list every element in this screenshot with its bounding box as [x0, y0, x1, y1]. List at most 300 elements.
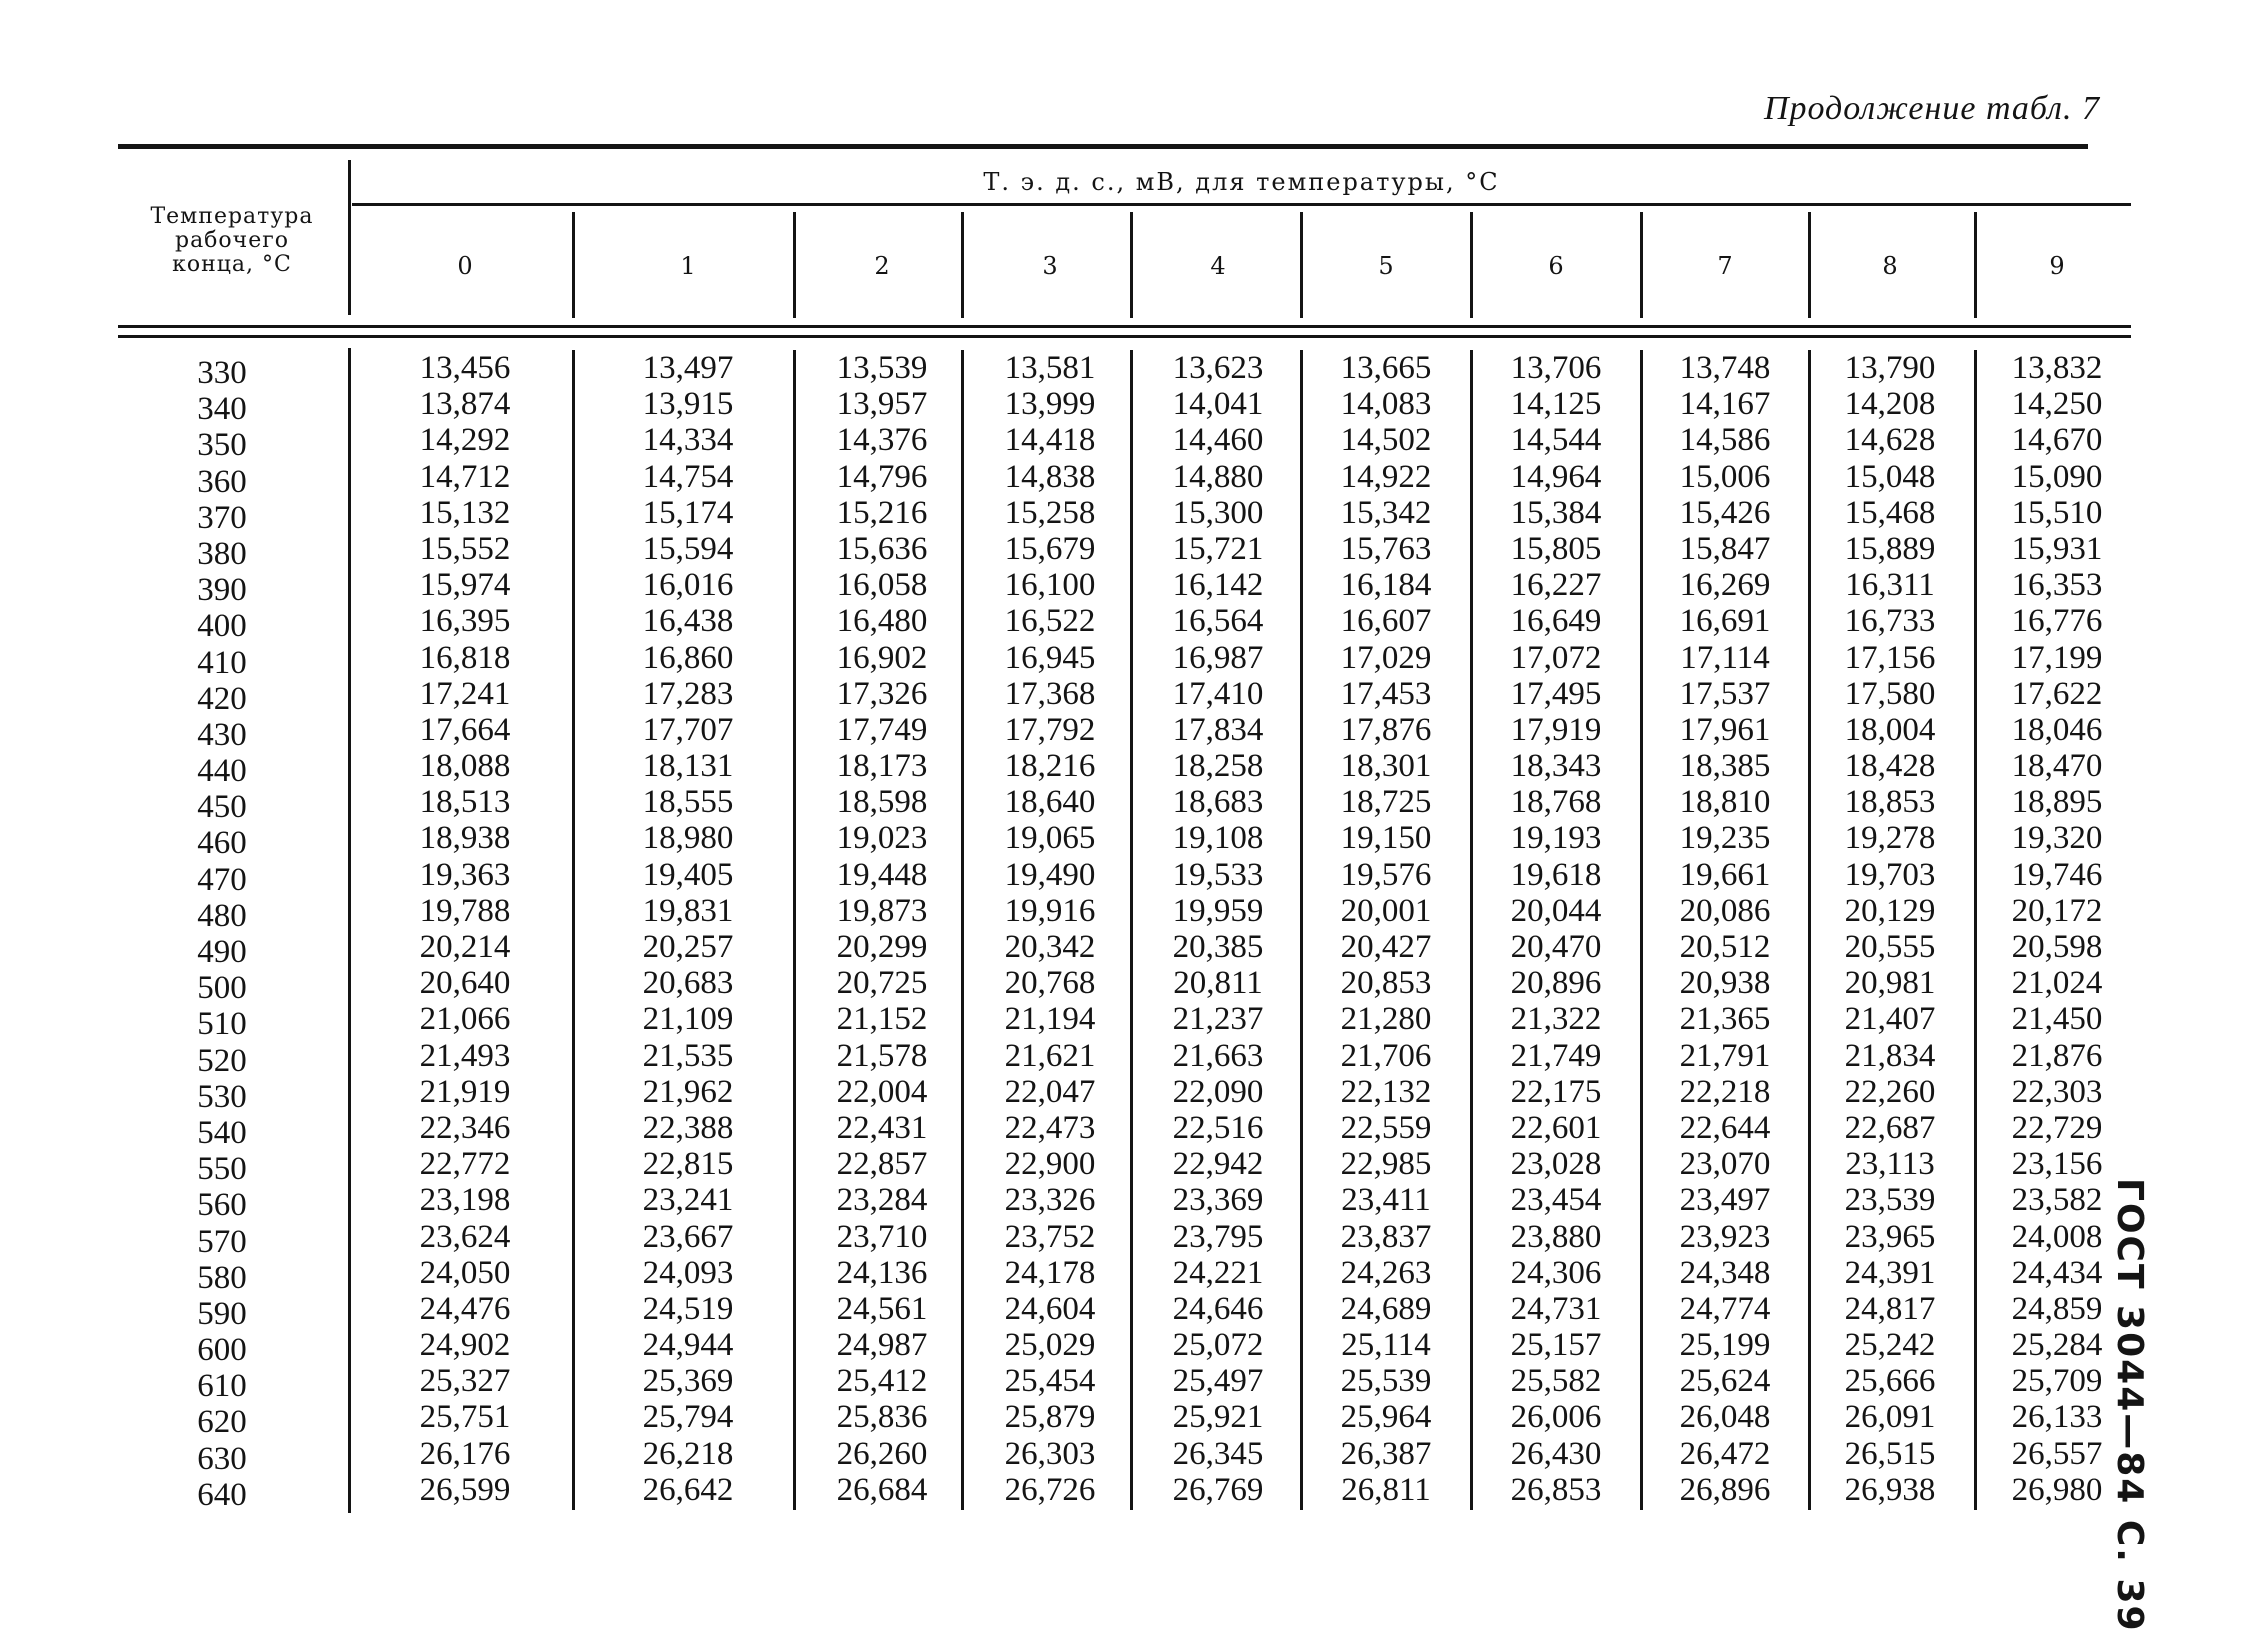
table-cell: 23,539: [1844, 1182, 1936, 1219]
table-cell: 20,385: [1172, 929, 1264, 965]
column-divider: [793, 350, 796, 1510]
column-header: 2: [874, 252, 890, 280]
table-cell: 15,174: [642, 494, 734, 531]
table-cell: 26,599: [419, 1471, 511, 1508]
table-cell: 19,746: [2011, 856, 2103, 893]
table-cell: 18,683: [1172, 784, 1264, 821]
header-separator-line: [118, 335, 2131, 338]
table-cell: 22,815: [642, 1146, 734, 1183]
table-cell: 24,646: [1172, 1290, 1264, 1327]
table-cell: 20,725: [836, 965, 928, 1002]
table-cell: 17,664: [419, 711, 511, 748]
table-cell: 21,493: [419, 1037, 511, 1074]
table-cell: 19,618: [1510, 856, 1602, 893]
table-cell: 20,342: [1004, 929, 1096, 965]
table-cell: 23,880: [1510, 1218, 1602, 1255]
table-cell: 26,557: [2011, 1435, 2103, 1472]
table-cell: 25,412: [836, 1363, 928, 1400]
table-cell: 19,278: [1844, 820, 1936, 857]
table-cell: 24,731: [1510, 1290, 1602, 1327]
table-cell: 19,661: [1679, 856, 1771, 893]
table-cell: 22,175: [1510, 1073, 1602, 1110]
temperature-cell: 620: [197, 1404, 247, 1441]
column-header: 3: [1042, 252, 1058, 280]
table-cell: 17,876: [1340, 711, 1432, 748]
column-header: 7: [1717, 252, 1733, 280]
column-header: 4: [1210, 252, 1226, 280]
table-cell: 17,453: [1340, 675, 1432, 712]
emf-column: [1316, 350, 1456, 1508]
temperature-cell: 530: [197, 1078, 247, 1115]
table-cell: 22,346: [419, 1109, 511, 1146]
table-cell: 20,129: [1844, 892, 1936, 929]
table-cell: 15,426: [1679, 494, 1771, 531]
table-cell: 23,965: [1844, 1218, 1936, 1255]
column-header: 9: [2049, 252, 2065, 280]
table-cell: 14,041: [1172, 386, 1264, 423]
table-cell: 18,598: [836, 784, 928, 821]
table-cell: 17,622: [2011, 675, 2103, 712]
table-cell: 14,418: [1004, 422, 1096, 459]
table-cell: 14,376: [836, 422, 928, 459]
table-cell: 16,184: [1340, 567, 1432, 604]
table-cell: 25,199: [1679, 1327, 1771, 1364]
temperature-cell: 540: [197, 1114, 247, 1151]
table-cell: 21,450: [2011, 1001, 2103, 1038]
table-cell: 15,048: [1844, 458, 1936, 495]
table-cell: 25,582: [1510, 1363, 1602, 1400]
temperature-cell: 400: [197, 608, 247, 645]
table-cell: 26,218: [642, 1435, 734, 1472]
column-divider: [961, 212, 964, 318]
temperature-cell: 580: [197, 1259, 247, 1296]
temperature-cell: 380: [197, 535, 247, 572]
table-cell: 17,495: [1510, 675, 1602, 712]
table-cell: 23,156: [2011, 1146, 2103, 1183]
table-cell: 20,427: [1340, 929, 1432, 965]
temperature-cell: 570: [197, 1223, 247, 1260]
table-cell: 22,260: [1844, 1073, 1936, 1110]
temperature-cell: 440: [197, 753, 247, 790]
table-cell: 20,981: [1844, 965, 1936, 1002]
stub-header-line: рабочего: [174, 228, 290, 253]
table-cell: 13,623: [1172, 350, 1264, 386]
table-cell: 19,023: [836, 820, 928, 857]
emf-column: [812, 350, 952, 1508]
table-cell: 24,093: [642, 1254, 734, 1291]
table-cell: 21,919: [419, 1073, 511, 1110]
table-cell: 20,470: [1510, 929, 1602, 965]
table-cell: 21,791: [1679, 1037, 1771, 1074]
table-cell: 23,667: [642, 1218, 734, 1255]
table-cell: 22,644: [1679, 1109, 1771, 1146]
table-cell: 23,624: [419, 1218, 511, 1255]
table-cell: 14,628: [1844, 422, 1936, 459]
column-divider: [1640, 212, 1643, 318]
table-cell: 22,942: [1172, 1146, 1264, 1183]
table-cell: 24,050: [419, 1254, 511, 1291]
table-cell: 18,895: [2011, 784, 2103, 821]
emf-column: [980, 350, 1120, 1508]
table-cell: 13,999: [1004, 386, 1096, 423]
table-cell: 25,369: [642, 1363, 734, 1400]
table-cell: 17,156: [1844, 639, 1936, 676]
table-cell: 25,072: [1172, 1327, 1264, 1364]
table-cell: 24,519: [642, 1290, 734, 1327]
table-cell: 17,072: [1510, 639, 1602, 676]
table-cell: 25,666: [1844, 1363, 1936, 1400]
table-cell: 21,749: [1510, 1037, 1602, 1074]
temperature-cell: 360: [197, 463, 247, 500]
table-cell: 15,679: [1004, 530, 1096, 567]
table-cell: 18,640: [1004, 784, 1096, 821]
table-cell: 16,902: [836, 639, 928, 676]
table-cell: 14,544: [1510, 422, 1602, 459]
table-cell: 15,510: [2011, 494, 2103, 531]
table-cell: 22,047: [1004, 1073, 1096, 1110]
table-cell: 16,522: [1004, 603, 1096, 640]
table-cell: 20,512: [1679, 929, 1771, 965]
table-cell: 14,125: [1510, 386, 1602, 423]
table-cell: 23,070: [1679, 1146, 1771, 1183]
table-cell: 15,636: [836, 530, 928, 567]
table-cell: 20,938: [1679, 965, 1771, 1002]
table-continuation-caption: Продолжение табл. 7: [1763, 90, 2100, 127]
table-cell: 19,959: [1172, 892, 1264, 929]
table-cell: 16,564: [1172, 603, 1264, 640]
table-cell: 15,552: [419, 530, 511, 567]
table-cell: 26,642: [642, 1471, 734, 1508]
table-cell: 22,857: [836, 1146, 928, 1183]
table-cell: 15,300: [1172, 494, 1264, 531]
table-cell: 22,601: [1510, 1109, 1602, 1146]
column-header: 5: [1378, 252, 1394, 280]
temperature-cell: 470: [197, 861, 247, 898]
stub-column-divider: [348, 160, 351, 315]
table-cell: 19,235: [1679, 820, 1771, 857]
table-cell: 15,132: [419, 494, 511, 531]
table-cell: 18,513: [419, 784, 511, 821]
table-cell: 20,044: [1510, 892, 1602, 929]
table-cell: 24,987: [836, 1327, 928, 1364]
table-cell: 21,621: [1004, 1037, 1096, 1074]
table-cell: 16,691: [1679, 603, 1771, 640]
table-cell: 22,687: [1844, 1109, 1936, 1146]
table-cell: 20,257: [642, 929, 734, 965]
emf-column: [1486, 350, 1626, 1508]
table-cell: 18,258: [1172, 748, 1264, 785]
temperature-cell: 510: [197, 1006, 247, 1043]
table-cell: 25,624: [1679, 1363, 1771, 1400]
temperature-cell: 430: [197, 716, 247, 753]
table-cell: 24,136: [836, 1254, 928, 1291]
table-cell: 20,555: [1844, 929, 1936, 965]
header-separator-line: [118, 325, 2131, 328]
table-cell: 19,065: [1004, 820, 1096, 857]
table-cell: 23,411: [1341, 1182, 1431, 1219]
table-cell: 23,113: [1845, 1146, 1935, 1183]
table-cell: 24,391: [1844, 1254, 1936, 1291]
table-cell: 18,768: [1510, 784, 1602, 821]
table-cell: 17,326: [836, 675, 928, 712]
table-cell: 18,938: [419, 820, 511, 857]
table-cell: 19,150: [1340, 820, 1432, 857]
temperature-cell: 410: [197, 644, 247, 681]
table-cell: 14,208: [1844, 386, 1936, 423]
table-cell: 20,598: [2011, 929, 2103, 965]
header-sub-rule: [352, 203, 2131, 206]
table-cell: 13,832: [2011, 350, 2103, 386]
table-cell: 16,733: [1844, 603, 1936, 640]
table-cell: 16,227: [1510, 567, 1602, 604]
table-cell: 18,725: [1340, 784, 1432, 821]
table-cell: 18,301: [1340, 748, 1432, 785]
emf-column: [1655, 350, 1795, 1508]
table-cell: 17,283: [642, 675, 734, 712]
table-cell: 21,322: [1510, 1001, 1602, 1038]
column-header: 0: [457, 252, 473, 280]
table-cell: 19,448: [836, 856, 928, 893]
table-cell: 17,707: [642, 711, 734, 748]
table-cell: 16,945: [1004, 639, 1096, 676]
table-cell: 22,090: [1172, 1073, 1264, 1110]
column-divider: [1640, 350, 1643, 1510]
temperature-cell: 590: [197, 1295, 247, 1332]
table-cell: 19,576: [1340, 856, 1432, 893]
table-cell: 25,114: [1341, 1327, 1431, 1364]
table-cell: 15,931: [2011, 530, 2103, 567]
table-cell: 21,194: [1004, 1001, 1096, 1038]
table-cell: 16,818: [419, 639, 511, 676]
table-cell: 24,476: [419, 1290, 511, 1327]
temperature-cell: 350: [197, 427, 247, 464]
table-cell: 23,837: [1340, 1218, 1432, 1255]
table-cell: 15,468: [1844, 494, 1936, 531]
column-divider: [572, 350, 575, 1510]
table-cell: 24,859: [2011, 1290, 2103, 1327]
table-cell: 19,873: [836, 892, 928, 929]
table-cell: 19,363: [419, 856, 511, 893]
column-header: 8: [1882, 252, 1898, 280]
table-cell: 17,410: [1172, 675, 1264, 712]
temperature-cell: 480: [197, 897, 247, 934]
table-cell: 18,004: [1844, 711, 1936, 748]
table-cell: 15,805: [1510, 530, 1602, 567]
table-cell: 19,831: [642, 892, 734, 929]
table-cell: 22,303: [2011, 1073, 2103, 1110]
table-cell: 13,539: [836, 350, 928, 386]
column-divider: [1808, 350, 1811, 1510]
table-cell: 20,086: [1679, 892, 1771, 929]
table-cell: 16,016: [642, 567, 734, 604]
temperature-cell: 500: [197, 970, 247, 1007]
table-cell: 23,710: [836, 1218, 928, 1255]
table-cell: 17,537: [1679, 675, 1771, 712]
table-cell: 17,199: [2011, 639, 2103, 676]
table-cell: 15,384: [1510, 494, 1602, 531]
table-cell: 23,369: [1172, 1182, 1264, 1219]
page-side-mark: ГОСТ 3044—84 С. 39: [2109, 1178, 2150, 1633]
temperature-cell: 630: [197, 1440, 247, 1477]
table-cell: 19,533: [1172, 856, 1264, 893]
table-cell: 18,131: [642, 748, 734, 785]
column-divider: [961, 350, 964, 1510]
table-cell: 24,561: [836, 1290, 928, 1327]
table-cell: 20,640: [419, 965, 511, 1002]
table-cell: 23,454: [1510, 1182, 1602, 1219]
table-cell: 26,048: [1679, 1399, 1771, 1436]
table-cell: 23,241: [642, 1182, 734, 1219]
table-cell: 24,263: [1340, 1254, 1432, 1291]
table-cell: 25,921: [1172, 1399, 1264, 1436]
temperature-cell: 640: [197, 1476, 247, 1513]
stub-column-divider: [348, 348, 351, 1513]
table-cell: 20,683: [642, 965, 734, 1002]
table-cell: 22,900: [1004, 1146, 1096, 1183]
table-cell: 26,980: [2011, 1471, 2103, 1508]
table-cell: 26,133: [2011, 1399, 2103, 1436]
table-cell: 24,221: [1172, 1254, 1264, 1291]
table-cell: 15,974: [419, 567, 511, 604]
temperature-cell: 520: [197, 1042, 247, 1079]
table-cell: 15,216: [836, 494, 928, 531]
table-cell: 13,748: [1679, 350, 1771, 386]
table-cell: 13,874: [419, 386, 511, 423]
table-cell: 14,250: [2011, 386, 2103, 423]
table-cell: 22,559: [1340, 1109, 1432, 1146]
table-cell: 21,876: [2011, 1037, 2103, 1074]
table-cell: 13,706: [1510, 350, 1602, 386]
table-cell: 21,024: [2011, 965, 2103, 1002]
table-cell: 16,607: [1340, 603, 1432, 640]
table-cell: 22,516: [1172, 1109, 1264, 1146]
table-cell: 26,345: [1172, 1435, 1264, 1472]
table-cell: 16,438: [642, 603, 734, 640]
table-cell: 14,586: [1679, 422, 1771, 459]
table-cell: 23,795: [1172, 1218, 1264, 1255]
table-cell: 14,334: [642, 422, 734, 459]
table-cell: 22,772: [419, 1146, 511, 1183]
top-rule: [118, 144, 2088, 149]
table-cell: 22,985: [1340, 1146, 1432, 1183]
table-cell: 15,721: [1172, 530, 1264, 567]
table-cell: 14,502: [1340, 422, 1432, 459]
table-cell: 20,214: [419, 929, 511, 965]
table-cell: 21,365: [1679, 1001, 1771, 1038]
table-cell: 25,539: [1340, 1363, 1432, 1400]
table-cell: 25,879: [1004, 1399, 1096, 1436]
table-cell: 24,306: [1510, 1254, 1602, 1291]
table-cell: 26,853: [1510, 1471, 1602, 1508]
table-cell: 14,083: [1340, 386, 1432, 423]
table-cell: 15,090: [2011, 458, 2103, 495]
table-cell: 22,473: [1004, 1109, 1096, 1146]
table-cell: 13,456: [419, 350, 511, 386]
table-cell: 21,237: [1172, 1001, 1264, 1038]
column-divider: [1130, 212, 1133, 318]
table-cell: 22,729: [2011, 1109, 2103, 1146]
table-cell: 15,342: [1340, 494, 1432, 531]
table-cell: 26,260: [836, 1435, 928, 1472]
table-cell: 18,216: [1004, 748, 1096, 785]
table-cell: 25,327: [419, 1363, 511, 1400]
emf-column: [1820, 350, 1960, 1508]
column-divider: [1974, 350, 1977, 1510]
table-cell: 20,768: [1004, 965, 1096, 1002]
table-cell: 20,853: [1340, 965, 1432, 1002]
table-cell: 24,902: [419, 1327, 511, 1364]
temperature-column: [182, 355, 262, 1513]
table-cell: 19,703: [1844, 856, 1936, 893]
column-divider: [1470, 212, 1473, 318]
table-cell: 17,792: [1004, 711, 1096, 748]
table-cell: 19,320: [2011, 820, 2103, 857]
table-cell: 17,368: [1004, 675, 1096, 712]
table-cell: 22,218: [1679, 1073, 1771, 1110]
table-cell: 18,810: [1679, 784, 1771, 821]
table-cell: 21,962: [642, 1073, 734, 1110]
table-cell: 24,434: [2011, 1254, 2103, 1291]
table-cell: 25,454: [1004, 1363, 1096, 1400]
table-cell: 24,689: [1340, 1290, 1432, 1327]
table-cell: 25,497: [1172, 1363, 1264, 1400]
table-cell: 22,004: [836, 1073, 928, 1110]
table-cell: 18,980: [642, 820, 734, 857]
table-cell: 21,535: [642, 1037, 734, 1074]
table-cell: 25,751: [419, 1399, 511, 1436]
table-cell: 19,108: [1172, 820, 1264, 857]
column-divider: [1808, 212, 1811, 318]
table-cell: 18,088: [419, 748, 511, 785]
table-cell: 16,860: [642, 639, 734, 676]
table-cell: 17,029: [1340, 639, 1432, 676]
temperature-cell: 390: [197, 572, 247, 609]
table-cell: 23,198: [419, 1182, 511, 1219]
column-header: 1: [680, 252, 696, 280]
table-cell: 23,326: [1004, 1182, 1096, 1219]
table-cell: 23,284: [836, 1182, 928, 1219]
table-cell: 26,006: [1510, 1399, 1602, 1436]
table-cell: 25,836: [836, 1399, 928, 1436]
table-cell: 24,604: [1004, 1290, 1096, 1327]
table-cell: 19,916: [1004, 892, 1096, 929]
temperature-cell: 600: [197, 1332, 247, 1369]
table-cell: 20,299: [836, 929, 928, 965]
table-cell: 26,472: [1679, 1435, 1771, 1472]
table-cell: 18,385: [1679, 748, 1771, 785]
table-cell: 26,515: [1844, 1435, 1936, 1472]
table-cell: 20,001: [1340, 892, 1432, 929]
table-cell: 19,788: [419, 892, 511, 929]
table-cell: 16,353: [2011, 567, 2103, 604]
table-cell: 24,178: [1004, 1254, 1096, 1291]
column-divider: [1300, 350, 1303, 1510]
table-cell: 25,709: [2011, 1363, 2103, 1400]
table-cell: 25,284: [2011, 1327, 2103, 1364]
temperature-cell: 420: [197, 680, 247, 717]
table-cell: 15,763: [1340, 530, 1432, 567]
table-cell: 23,028: [1510, 1146, 1602, 1183]
table-cell: 16,480: [836, 603, 928, 640]
table-cell: 17,961: [1679, 711, 1771, 748]
table-cell: 18,428: [1844, 748, 1936, 785]
spanning-column-header: Т. э. д. с., мВ, для температуры, °С: [983, 168, 1500, 196]
table-cell: 21,109: [642, 1001, 734, 1038]
table-cell: 26,387: [1340, 1435, 1432, 1472]
column-divider: [572, 212, 575, 318]
table-cell: 14,754: [642, 458, 734, 495]
table-cell: 19,490: [1004, 856, 1096, 893]
